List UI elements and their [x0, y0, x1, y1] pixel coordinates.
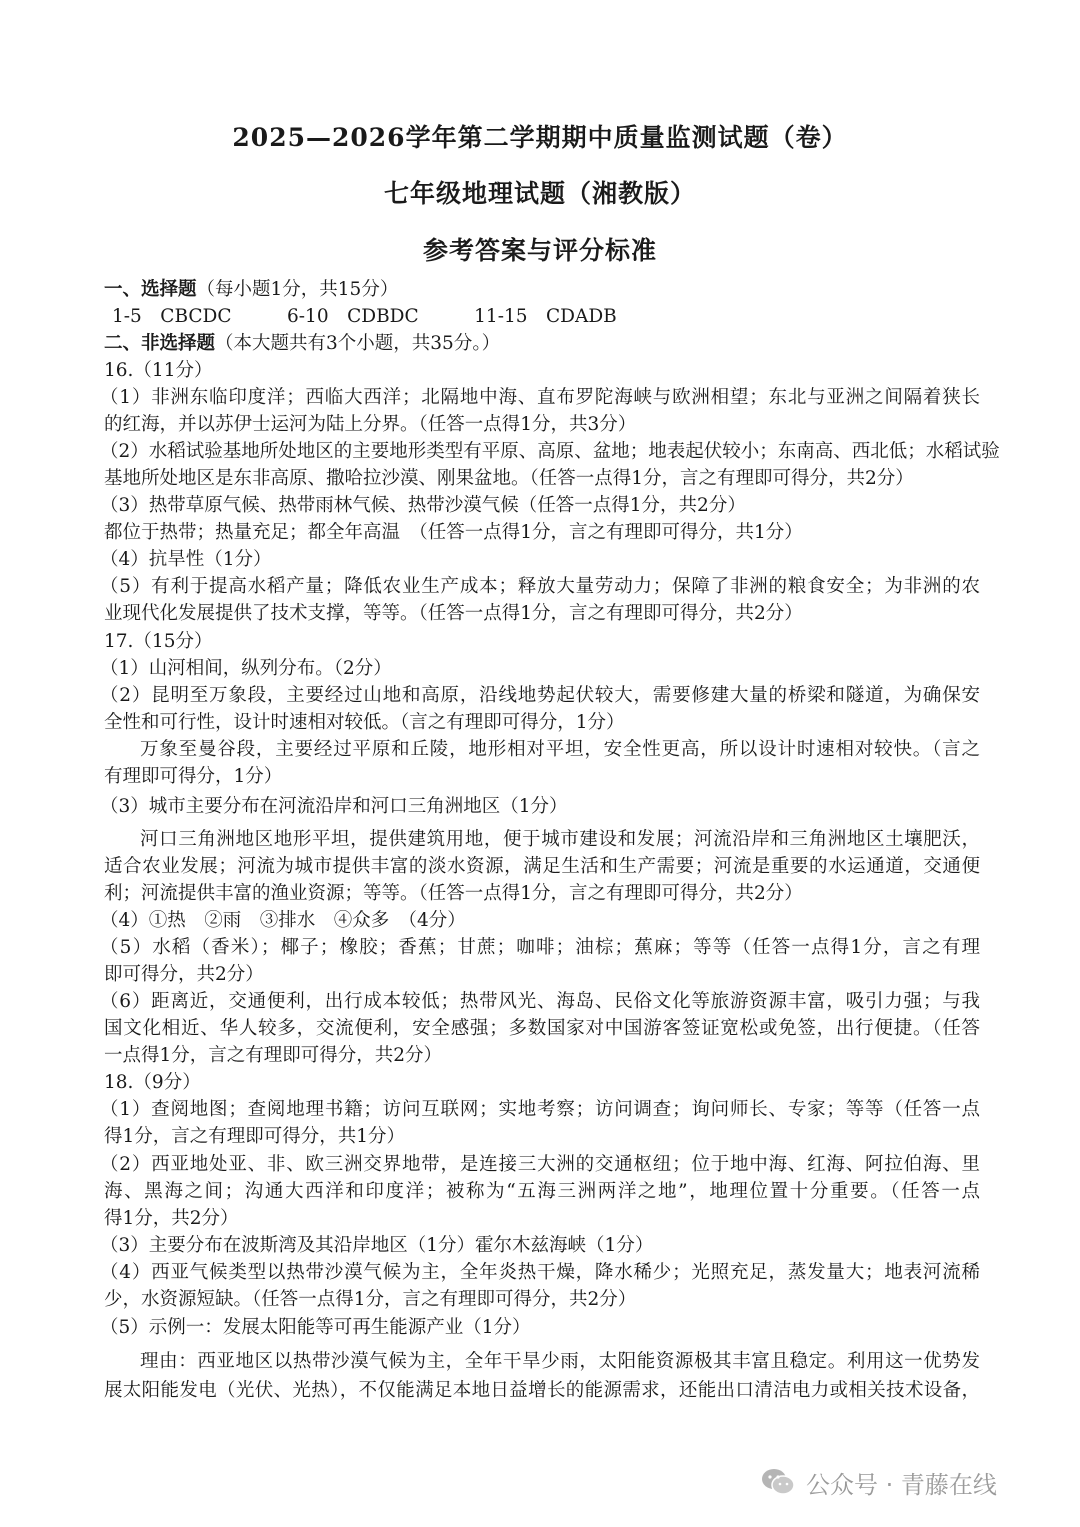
- exam-subtitle: 七年级地理试题（湘教版）: [383, 179, 696, 208]
- section-nonchoice-heading: 二、非选择题: [104, 333, 216, 354]
- answer-line: 展太阳能发电（光伏、光热），不仅能满足本地日益增长的能源需求，还能出口清洁电力或相关技术设备，: [104, 1380, 980, 1401]
- answer-line: 理由：西亚地区以热带沙漠气候为主，全年干旱少雨，太阳能资源极其丰富且稳定。利用这一优势发: [140, 1351, 980, 1372]
- watermark-text: 公众号 · 青藤在线: [806, 1470, 997, 1499]
- answer-line: 业现代化发展提供了技术支撑，等等。（任答一点得1分，言之有理即可得分，共2分）: [104, 603, 803, 624]
- answer-line: 利；河流提供丰富的渔业资源；等等。（任答一点得1分，言之有理即可得分，共2分）: [104, 883, 803, 904]
- answer-line: （1）山河相间，纵列分布。（2分）: [100, 658, 392, 679]
- answer-line: 基地所处地区是东非高原、撒哈拉沙漠、刚果盆地。（任答一点得1分，言之有理即可得分，共2分）: [104, 468, 914, 489]
- q16-heading: 16.（11分）: [104, 360, 213, 381]
- answer-line: （4）①热 ②雨 ③排水 ④众多 （4分）: [100, 910, 466, 931]
- section-choice-heading: 一、选择题: [104, 279, 197, 300]
- answer-key-title: 参考答案与评分标准: [422, 236, 657, 265]
- answer-line: （5）水稻（香米）；椰子；橡胶；香蕉；甘蔗；咖啡；油棕；蕉麻；等等（任答一点得1分，言之有理: [100, 937, 980, 958]
- answer-line: 全性和可行性，设计时速相对较低。（言之有理即可得分，1分）: [104, 712, 625, 733]
- answer-line: 少，水资源短缺。（任答一点得1分，言之有理即可得分，共2分）: [104, 1289, 637, 1310]
- answer-line: （2）西亚地处亚、非、欧三洲交界地带，是连接三大洲的交通枢纽；位于地中海、红海、阿拉伯海、里: [100, 1154, 980, 1175]
- q17-heading: 17.（15分）: [104, 631, 213, 652]
- section-nonchoice: [104, 330, 980, 357]
- answer-line: （4）西亚气候类型以热带沙漠气候为主，全年炎热干燥，降水稀少；光照充足，蒸发量大；地表河流稀: [100, 1262, 980, 1283]
- answer-line: （2）昆明至万象段，主要经过山地和高原，沿线地势起伏较大，需要修建大量的桥梁和隧道，为确保安: [100, 685, 980, 706]
- choice-answers: 1-5 CBCDC 6-10 CDBDC 11-15 CDADB: [112, 306, 617, 327]
- q18-heading: 18.（9分）: [104, 1072, 201, 1093]
- answer-line: 海、黑海之间；沟通大西洋和印度洋；被称为“五海三洲两洋之地”，地理位置十分重要。（任答一点: [104, 1181, 980, 1202]
- answer-line: （2）水稻试验基地所处地区的主要地形类型有平原、高原、盆地；地表起伏较小；东南高、西北低；水稻试验: [100, 441, 1000, 462]
- answer-line: 国文化相近、华人较多，交流便利，安全感强；多数国家对中国游客签证宽松或免签，出行便捷。（任答: [104, 1018, 980, 1039]
- answer-line: （4）抗旱性（1分）: [100, 549, 272, 570]
- answer-line: 都位于热带；热量充足；都全年高温 （任答一点得1分，言之有理即可得分，共1分）: [104, 522, 803, 543]
- answer-line: （3）城市主要分布在河流沿岸和河口三角洲地区（1分）: [100, 796, 568, 817]
- answer-line: 得1分，共2分）: [104, 1208, 239, 1229]
- answer-line: 有理即可得分，1分）: [104, 766, 283, 787]
- answer-line: （1）非洲东临印度洋；西临大西洋；北隔地中海、直布罗陀海峡与欧洲相望；东北与亚洲之间隔着狭长: [100, 387, 980, 408]
- answer-line: （3）主要分布在波斯湾及其沿岸地区（1分）霍尔木兹海峡（1分）: [100, 1235, 654, 1256]
- wechat-icon: [760, 1467, 796, 1497]
- exam-title: 2025—2026学年第二学期期中质量监测试题（卷）: [232, 123, 848, 152]
- answer-line: 万象至曼谷段，主要经过平原和丘陵，地形相对平坦，安全性更高，所以设计时速相对较快。（言之: [140, 739, 980, 760]
- answer-line: 一点得1分，言之有理即可得分，共2分）: [104, 1045, 443, 1066]
- answer-line: 适合农业发展；河流为城市提供丰富的淡水资源，满足生活和生产需要；河流是重要的水运通道，交通便: [104, 856, 980, 877]
- answer-line: （5）示例一：发展太阳能等可再生能源产业（1分）: [100, 1317, 531, 1338]
- answer-line: 河口三角洲地区地形平坦，提供建筑用地，便于城市建设和发展；河流沿岸和三角洲地区土壤肥沃，: [140, 829, 980, 850]
- watermark: [760, 1462, 997, 1502]
- answer-line: 即可得分，共2分）: [104, 964, 264, 985]
- section-choice: [104, 276, 980, 303]
- answer-line: 的红海，并以苏伊士运河为陆上分界。（任答一点得1分，共3分）: [104, 414, 637, 435]
- answer-line: （5）有利于提高水稻产量；降低农业生产成本；释放大量劳动力；保障了非洲的粮食安全；为非洲的农: [100, 576, 980, 597]
- answer-line: 得1分，言之有理即可得分，共1分）: [104, 1126, 406, 1147]
- answer-line: （3）热带草原气候、热带雨林气候、热带沙漠气候（任答一点得1分，共2分）: [100, 495, 746, 516]
- section-choice-note: （每小题1分，共15分）: [196, 279, 399, 300]
- section-nonchoice-note: （本大题共有3个小题，共35分。）: [215, 333, 501, 354]
- answer-line: （6）距离近，交通便利，出行成本较低；热带风光、海岛、民俗文化等旅游资源丰富，吸引力强；与我: [100, 991, 980, 1012]
- answer-line: （1）查阅地图；查阅地理书籍；访问互联网；实地考察；访问调查；询问师长、专家；等等（任答一点: [100, 1099, 980, 1120]
